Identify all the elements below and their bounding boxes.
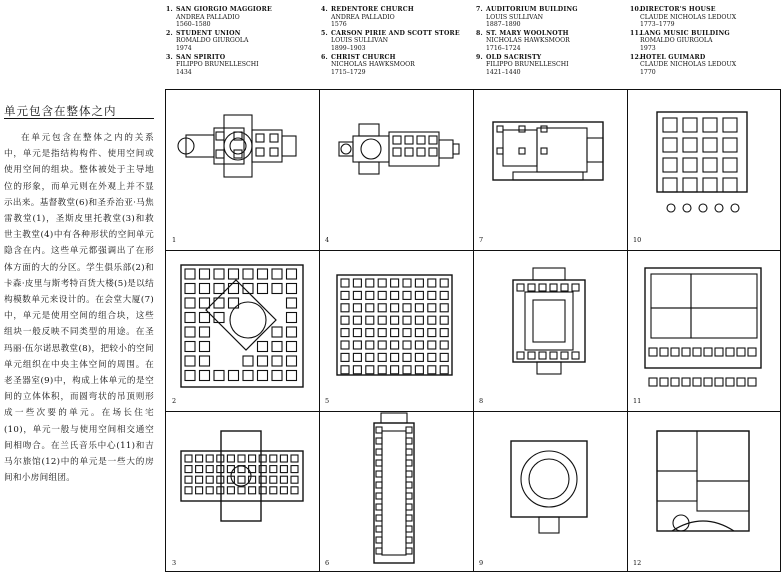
legend-subline: 1973 — [640, 44, 656, 52]
plan-number: 6 — [325, 559, 330, 567]
legend-subline: 1576 — [331, 21, 347, 29]
legend-item — [166, 54, 272, 77]
plan-number: 2 — [172, 397, 177, 405]
legend-subline: 1434 — [176, 68, 192, 76]
legend-number: 1. — [166, 6, 173, 13]
plan-number: 5 — [325, 397, 330, 405]
legend-title: REDENTORE CHURCH — [331, 6, 414, 13]
legend-subline: ANDREA PALLADIO — [331, 13, 395, 21]
legend-subline: ANDREA PALLADIO — [176, 13, 240, 21]
legend-subline: LOUIS SULLIVAN — [331, 37, 389, 45]
plan-number: 4 — [325, 236, 330, 244]
legend-subline: NICHOLAS HAWKSMOOR — [486, 37, 570, 45]
legend-subline: 1899–1903 — [331, 44, 366, 52]
legend-item — [321, 6, 460, 29]
legend-subline: 1715–1729 — [331, 68, 366, 76]
legend-item — [476, 6, 578, 29]
legend-item — [476, 54, 578, 77]
plan-number: 7 — [479, 236, 484, 244]
legend-item — [321, 54, 460, 77]
plan-number: 9 — [479, 559, 484, 567]
legend-title: DIRECTOR'S HOUSE — [640, 6, 716, 13]
legend-number: 4. — [321, 6, 328, 13]
legend-subline: 1773–1779 — [640, 21, 675, 29]
legend-item — [321, 30, 460, 53]
legend-column — [476, 6, 578, 77]
legend-subline: 1974 — [176, 44, 192, 52]
legend-subline: 1560–1580 — [176, 21, 211, 29]
floor-plan-central-church — [473, 250, 627, 411]
legend-number: 3. — [166, 53, 173, 61]
plan-number: 8 — [479, 397, 484, 405]
legend-item — [166, 30, 272, 53]
legend-title: OLD SACRISTY — [486, 53, 542, 61]
section-heading: 单元包含在整体之内 — [4, 104, 117, 118]
floor-plan-sacristy — [473, 411, 627, 573]
legend-title: SAN GIORGIO MAGGIORE — [176, 6, 272, 13]
legend-subline: FILIPPO BRUNELLESCHI — [176, 61, 259, 69]
legend-item — [630, 30, 736, 53]
legend-item — [630, 6, 736, 29]
legend-title: CARSON PIRIE AND SCOTT STORE — [331, 29, 460, 37]
legend-column — [166, 6, 272, 77]
body-text: 在单元包含在整体之内的关系中，单元是指结构构件、使用空间或使用空间的组块。整体被处于主导地位的形象，而单元则在外观上并不显示出来。基督教堂(6)和圣乔治亚·马焦雷教堂(1)，圣斯皮里托教堂(3)和救世主教堂(4)中有各种形状的空间单元隐含在内。这些单元都强调出了在形体方面的大的分区。学生俱乐部(2)和卡森·皮里与斯考特百货大楼(5)是以结构模数单元来设计的。在会堂大厦(7)中，单元是使用空间的组合块，这些组块一般反映不同类型的用途。在圣玛丽·伍尔诺思教堂(8)，把较小的空间单元组织在中央主体空间的周围。在老圣器室(9)中，构成上体单元的是空间的立体体积，而圆弯状的吊顶则形成一些次要的单元。在场长住宅(10)，单元一般与使用空间相交通空间相吻合。在兰氏音乐中心(11)和吉马尔旅馆(12)中的单元是一些大的房间和小房间组团。 — [4, 133, 154, 484]
legend-subline: 1887–1890 — [486, 21, 521, 29]
floor-plan-latin-cross — [166, 411, 319, 573]
legend-title: LANG MUSIC BUILDING — [640, 29, 730, 37]
legend-subline: ROMALDO GIURGOLA — [640, 37, 713, 45]
legend-title: HOTEL GUIMARD — [640, 53, 706, 61]
floor-plan-music-building — [627, 250, 782, 411]
floor-plan-auditorium — [473, 90, 627, 250]
legend-number: 8. — [476, 29, 483, 37]
legend-column — [630, 6, 736, 77]
legend-subline: CLAUDE NICHOLAS LEDOUX — [640, 13, 737, 21]
floor-plan-diagonal-grid — [166, 250, 319, 411]
legend-number: 6. — [321, 53, 328, 61]
legend-subline: 1770 — [640, 68, 656, 76]
heading-rule — [4, 118, 154, 119]
floor-plan-long-church — [319, 90, 473, 250]
legend-number: 9. — [476, 53, 483, 61]
legend-item — [630, 54, 736, 77]
legend-subline: ROMALDO GIURGOLA — [176, 37, 249, 45]
plan-number: 3 — [172, 559, 177, 567]
legend-column — [321, 6, 460, 77]
legend-title: SAN SPIRITO — [176, 53, 226, 61]
plan-number: 1 — [172, 236, 177, 244]
legend-title: ST. MARY WOOLNOTH — [486, 29, 569, 37]
legend-number: 11. — [630, 29, 642, 37]
legend-number: 12. — [630, 53, 642, 61]
legend-title: STUDENT UNION — [176, 29, 241, 37]
legend-number: 10. — [630, 6, 642, 13]
legend-subline: 1716–1724 — [486, 44, 521, 52]
legend-number: 5. — [321, 29, 328, 37]
plan-number: 12 — [633, 559, 642, 567]
legend-subline: LOUIS SULLIVAN — [486, 13, 544, 21]
legend-item — [476, 30, 578, 53]
plan-grid — [165, 89, 781, 572]
legend-title: AUDITORIUM BUILDING — [486, 6, 578, 13]
floor-plan-cross-church — [166, 90, 319, 250]
legend-subline: 1421–1440 — [486, 68, 521, 76]
legend-item — [166, 6, 272, 29]
legend-subline: FILIPPO BRUNELLESCHI — [486, 61, 569, 69]
floor-plan-hotel — [627, 411, 782, 573]
legend-number: 2. — [166, 29, 173, 37]
plan-number: 11 — [633, 397, 642, 405]
floor-plan-square-grid — [319, 250, 473, 411]
plan-number: 10 — [633, 236, 642, 244]
legend-title: CHRIST CHURCH — [331, 53, 396, 61]
legend-subline: NICHOLAS HAWKSMOOR — [331, 61, 415, 69]
floor-plan-house — [627, 90, 782, 250]
floor-plan-basilica — [319, 411, 473, 573]
legend-number: 7. — [476, 6, 483, 13]
legend-subline: CLAUDE NICHOLAS LEDOUX — [640, 61, 737, 69]
